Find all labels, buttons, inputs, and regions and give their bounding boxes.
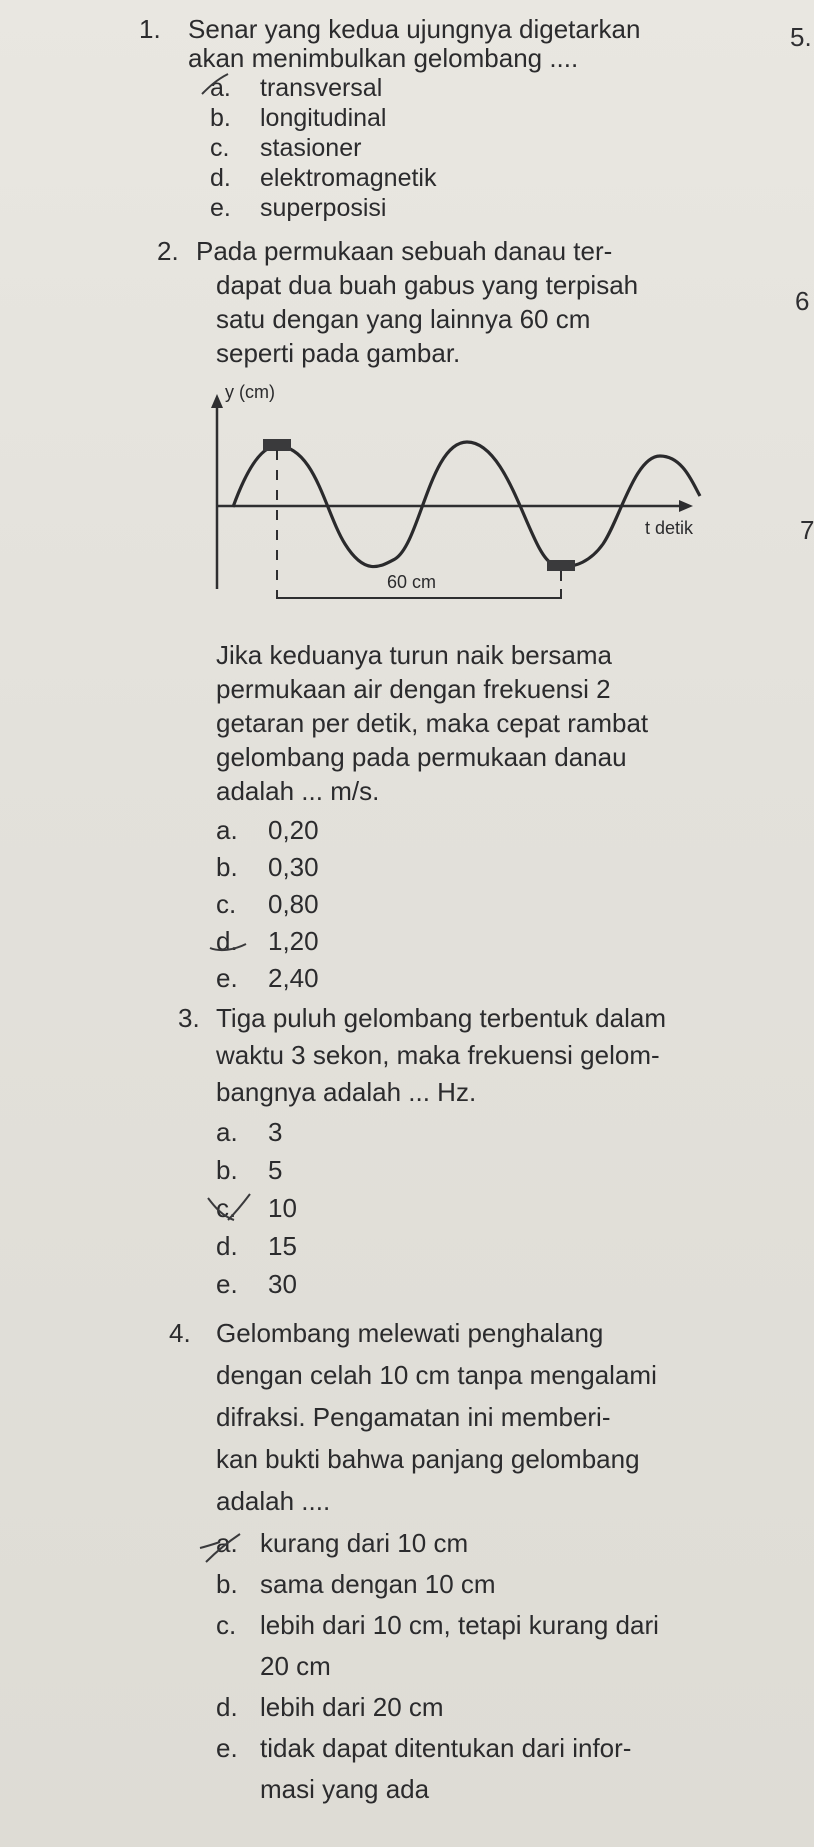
wave-curve [233, 442, 700, 567]
q3-option-b: 5 [268, 1155, 283, 1185]
q2-option-b-letter: b. [216, 852, 238, 882]
q4-option-b: sama dengan 10 cm [260, 1569, 496, 1599]
q1-number: 1. [139, 14, 161, 44]
q3-option-a: 3 [268, 1117, 283, 1147]
q2-option-c: 0,80 [268, 889, 319, 919]
q1-option-a-letter: a. [210, 74, 231, 102]
q2-text-line6: permukaan air dengan frekuensi 2 [216, 674, 611, 704]
q4-text-line3: difraksi. Pengamatan ini memberi- [216, 1402, 611, 1432]
q2-text-line9: adalah ... m/s. [216, 776, 380, 806]
q3-text-line2: waktu 3 sekon, maka frekuensi gelom- [216, 1040, 660, 1070]
q2-text-line2: dapat dua buah gabus yang terpisah [216, 270, 639, 300]
q4-option-d-letter: d. [216, 1692, 238, 1722]
q1-text-line1: Senar yang kedua ujungnya digetarkan [188, 14, 641, 44]
q3-option-e: 30 [268, 1269, 297, 1299]
q2-text-line3: satu dengan yang lainnya 60 cm [216, 304, 591, 334]
q1-option-b: longitudinal [260, 104, 387, 132]
q3-text-line3: bangnya adalah ... Hz. [216, 1077, 477, 1107]
margin-number-7: 7 [800, 515, 814, 545]
margin-number-6: 6 [795, 286, 810, 316]
t-axis-label: t detik [645, 518, 694, 538]
q2-option-a-letter: a. [216, 815, 238, 845]
q4-option-e-cont: masi yang ada [260, 1774, 430, 1804]
distance-label: 60 cm [387, 572, 437, 592]
q4-option-a: kurang dari 10 cm [260, 1528, 469, 1558]
y-axis-label: y (cm) [225, 382, 275, 402]
q1-option-e-letter: e. [210, 194, 231, 222]
q2-text-line4: seperti pada gambar. [216, 338, 461, 368]
q4-text-line5: adalah .... [216, 1486, 331, 1516]
q3-number: 3. [178, 1003, 200, 1033]
q1-option-c: stasioner [260, 134, 362, 162]
q4-option-c-cont: 20 cm [260, 1651, 331, 1681]
q2-option-b: 0,30 [268, 852, 319, 882]
q1-option-d-letter: d. [210, 164, 231, 192]
answer-mark-q2 [206, 922, 252, 956]
answer-mark-q1 [198, 70, 238, 100]
q3-option-c: 10 [268, 1193, 297, 1223]
q4-option-c-letter: c. [216, 1610, 237, 1640]
q2-text-line1: Pada permukaan sebuah danau ter- [196, 236, 613, 266]
t-axis-arrow [679, 500, 693, 512]
q3-option-c-letter: c. [216, 1193, 237, 1223]
answer-mark-q3 [204, 1190, 254, 1226]
q2-option-c-letter: c. [216, 889, 237, 919]
wave-figure [205, 384, 725, 619]
q4-text-line2: dengan celah 10 cm tanpa mengalami [216, 1360, 657, 1390]
q1-text-line2: akan menimbulkan gelombang .... [188, 43, 579, 73]
q4-text-line4: kan bukti bahwa panjang gelombang [216, 1444, 640, 1474]
q4-option-c: lebih dari 10 cm, tetapi kurang dari [260, 1610, 659, 1640]
q1-option-e: superposisi [260, 194, 387, 222]
q4-option-b-letter: b. [216, 1569, 238, 1599]
answer-mark-q4 [196, 1528, 246, 1568]
y-axis-arrow [211, 394, 223, 408]
q3-option-a-letter: a. [216, 1117, 238, 1147]
q3-text-line1: Tiga puluh gelombang terbentuk dalam [216, 1003, 666, 1033]
q3-option-d: 15 [268, 1231, 297, 1261]
q2-option-d-letter: d. [216, 926, 238, 956]
q4-option-e-letter: e. [216, 1733, 238, 1763]
q3-option-e-letter: e. [216, 1269, 238, 1299]
q4-number: 4. [169, 1318, 191, 1348]
q4-option-e: tidak dapat ditentukan dari infor- [260, 1733, 632, 1763]
q1-option-d: elektromagnetik [260, 164, 437, 192]
q2-option-e-letter: e. [216, 963, 238, 993]
q3-option-b-letter: b. [216, 1155, 238, 1185]
cork-left [263, 439, 291, 451]
q2-text-line5: Jika keduanya turun naik bersama [216, 640, 613, 670]
q1-option-c-letter: c. [210, 134, 230, 162]
q2-number: 2. [157, 236, 179, 266]
q2-text-line7: getaran per detik, maka cepat rambat [216, 708, 649, 738]
margin-number-5: 5. [790, 22, 812, 52]
q2-option-a: 0,20 [268, 815, 319, 845]
q1-option-b-letter: b. [210, 104, 231, 132]
q3-option-d-letter: d. [216, 1231, 238, 1261]
q4-text-line1: Gelombang melewati penghalang [216, 1318, 604, 1348]
cork-right [547, 560, 575, 571]
q4-option-d: lebih dari 20 cm [260, 1692, 444, 1722]
q2-text-line8: gelombang pada permukaan danau [216, 742, 627, 772]
q2-option-e: 2,40 [268, 963, 319, 993]
q2-option-d: 1,20 [268, 926, 319, 956]
q4-option-a-letter: a. [216, 1528, 238, 1558]
q1-option-a: transversal [260, 74, 383, 102]
